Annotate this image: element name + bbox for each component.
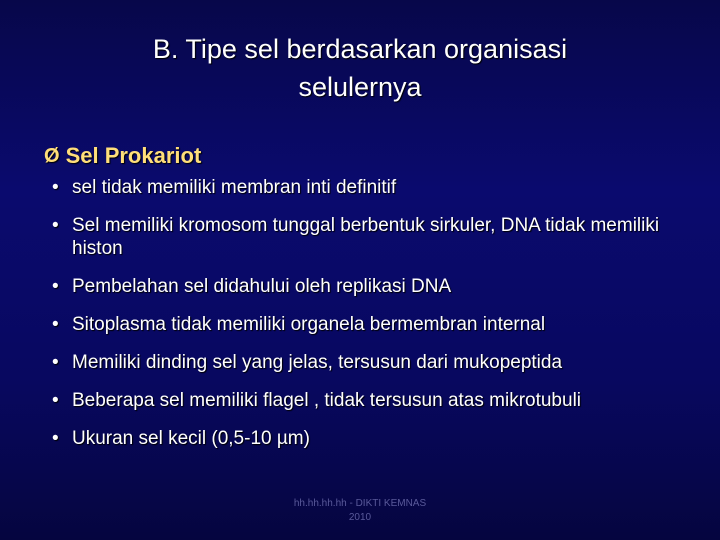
bullet-dot-icon: • bbox=[52, 314, 59, 335]
section-heading bbox=[44, 143, 201, 169]
watermark-line-2: 2010 bbox=[348, 512, 372, 523]
section-heading-text: Sel Prokariot bbox=[65, 143, 202, 168]
bullet-text: Sitoplasma tidak memiliki organela bermembran internal bbox=[72, 314, 546, 335]
bullet-dot-icon: • bbox=[52, 352, 59, 373]
watermark bbox=[250, 497, 470, 525]
bullet-dot-icon: • bbox=[52, 428, 59, 449]
bullet-dot-icon: • bbox=[52, 276, 59, 297]
bullet-dot-icon: • bbox=[52, 390, 59, 411]
bullet-item bbox=[48, 427, 708, 450]
bullet-dot-icon: • bbox=[52, 215, 59, 236]
bullet-item bbox=[48, 351, 708, 374]
bullet-text: Ukuran sel kecil (0,5-10 µm) bbox=[72, 428, 310, 449]
bullet-text: Memiliki dinding sel yang jelas, tersusun dari mukopeptida bbox=[72, 352, 563, 373]
bullet-text: Pembelahan sel didahului oleh replikasi DNA bbox=[72, 276, 452, 297]
bullet-text: sel tidak memiliki membran inti definitif bbox=[72, 177, 397, 198]
bullet-text: Sel memiliki kromosom tunggal berbentuk sirkuler, DNA tidak memiliki histon bbox=[72, 215, 660, 259]
slide-title-line-1: B. Tipe sel berdasarkan organisasi bbox=[152, 34, 568, 64]
arrow-bullet-icon: Ø bbox=[44, 144, 60, 167]
bullet-text: Beberapa sel memiliki flagel , tidak tersusun atas mikrotubuli bbox=[72, 390, 582, 411]
bullet-item bbox=[48, 214, 708, 260]
bullet-item bbox=[48, 389, 708, 412]
bullet-item bbox=[48, 176, 708, 199]
slide-title-line-2: selulernya bbox=[298, 72, 422, 102]
bullet-list bbox=[48, 176, 708, 465]
bullet-dot-icon: • bbox=[52, 177, 59, 198]
bullet-item bbox=[48, 275, 708, 298]
slide-title bbox=[0, 30, 720, 106]
bullet-item bbox=[48, 313, 708, 336]
watermark-line-1: hh.hh.hh.hh - DIKTI KEMNAS bbox=[293, 498, 427, 509]
